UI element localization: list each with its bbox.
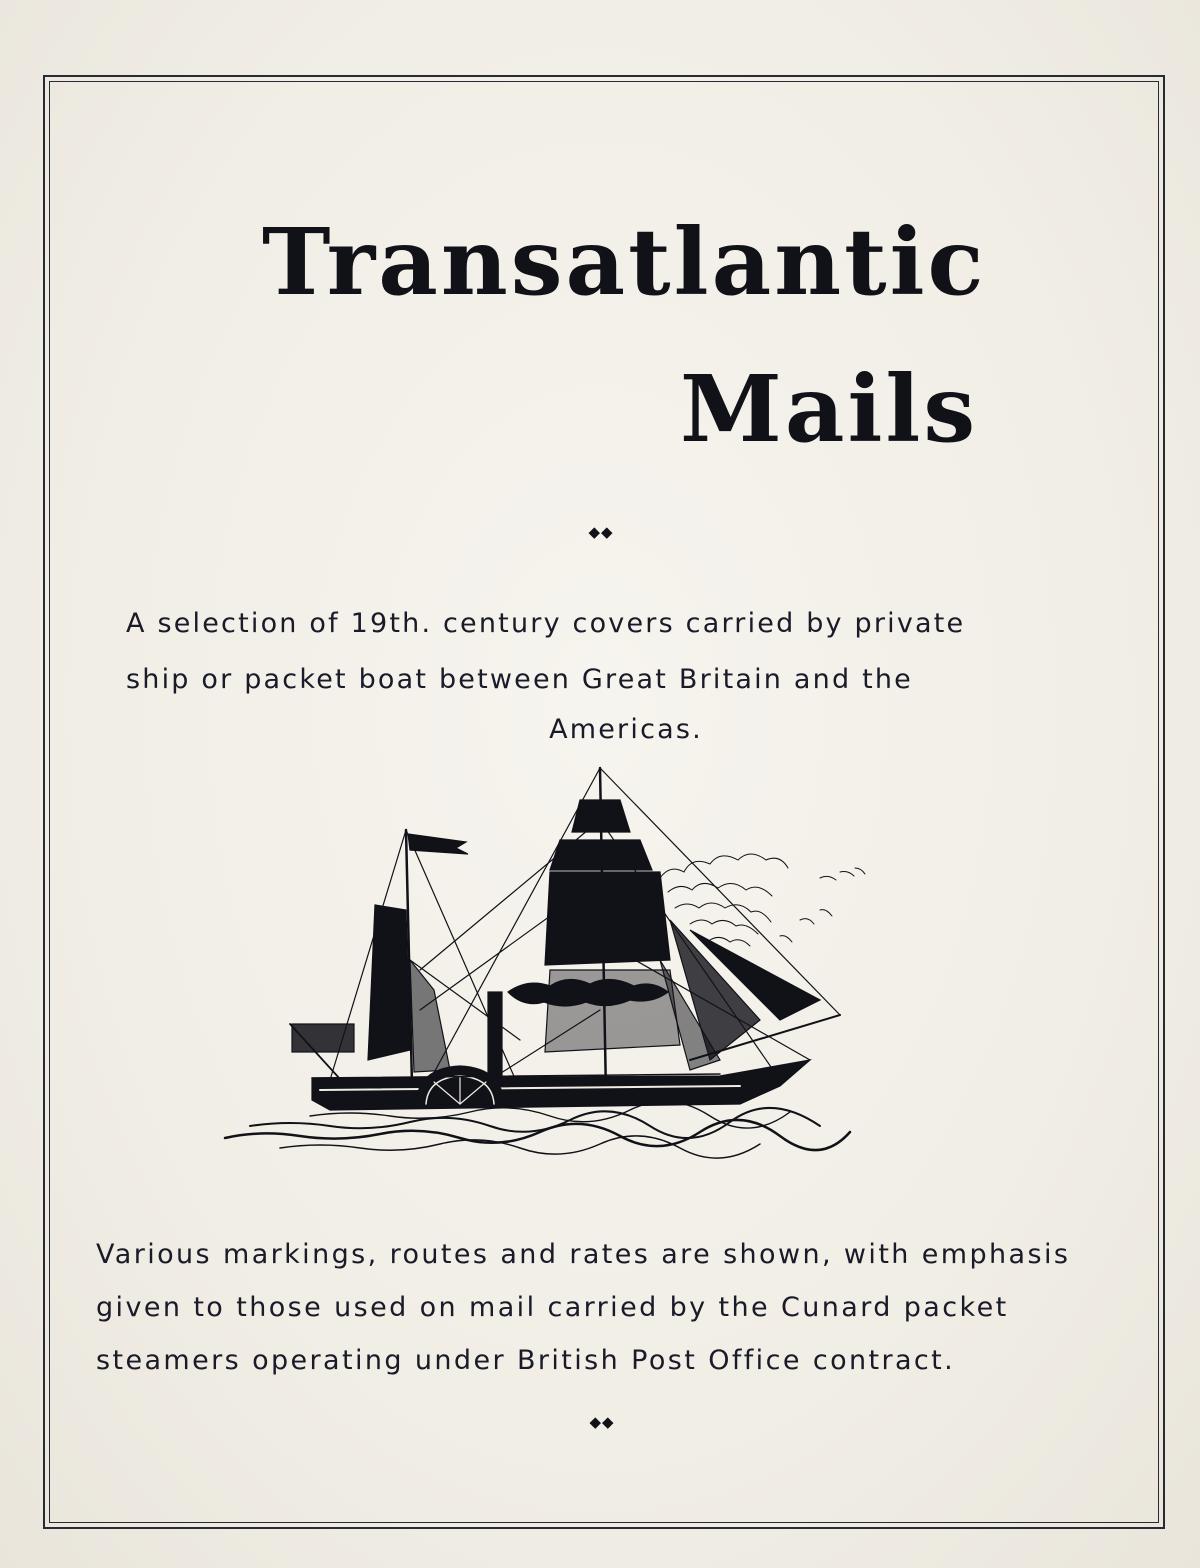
main-topsail bbox=[545, 872, 670, 965]
description-line-2: given to those used on mail carried by the Cunard packet bbox=[96, 1292, 1009, 1323]
stern-flag bbox=[292, 1024, 354, 1052]
main-topgallant-sail bbox=[550, 840, 652, 870]
main-course-sail bbox=[545, 970, 680, 1052]
title-line-1: Transatlantic bbox=[262, 208, 987, 316]
mizzen-sail bbox=[410, 960, 450, 1072]
description-line-1: Various markings, routes and rates are shown, with emphasis bbox=[96, 1239, 1071, 1270]
description-text bbox=[96, 1228, 1076, 1387]
intro-line-2: ship or packet boat between Great Britain and the bbox=[126, 664, 913, 695]
paddle-steamer-illustration bbox=[220, 760, 880, 1160]
mizzen-topsail bbox=[368, 905, 410, 1060]
ship-hull bbox=[312, 1060, 810, 1110]
title-line-2: Mails bbox=[680, 355, 979, 463]
description-line-3: steamers operating under British Post Office contract. bbox=[96, 1345, 956, 1376]
diamond-ornament-bottom: ◆◆ bbox=[589, 1413, 615, 1431]
intro-line-3: Americas. bbox=[549, 714, 703, 745]
pennant-flag bbox=[408, 834, 468, 854]
funnel bbox=[488, 992, 502, 1082]
smoke-cloud bbox=[660, 854, 865, 946]
diamond-ornament-top: ◆◆ bbox=[588, 523, 614, 541]
main-royal-sail bbox=[572, 800, 630, 832]
intro-line-1: A selection of 19th. century covers carried by private bbox=[126, 608, 966, 639]
intro-text bbox=[126, 596, 1046, 752]
